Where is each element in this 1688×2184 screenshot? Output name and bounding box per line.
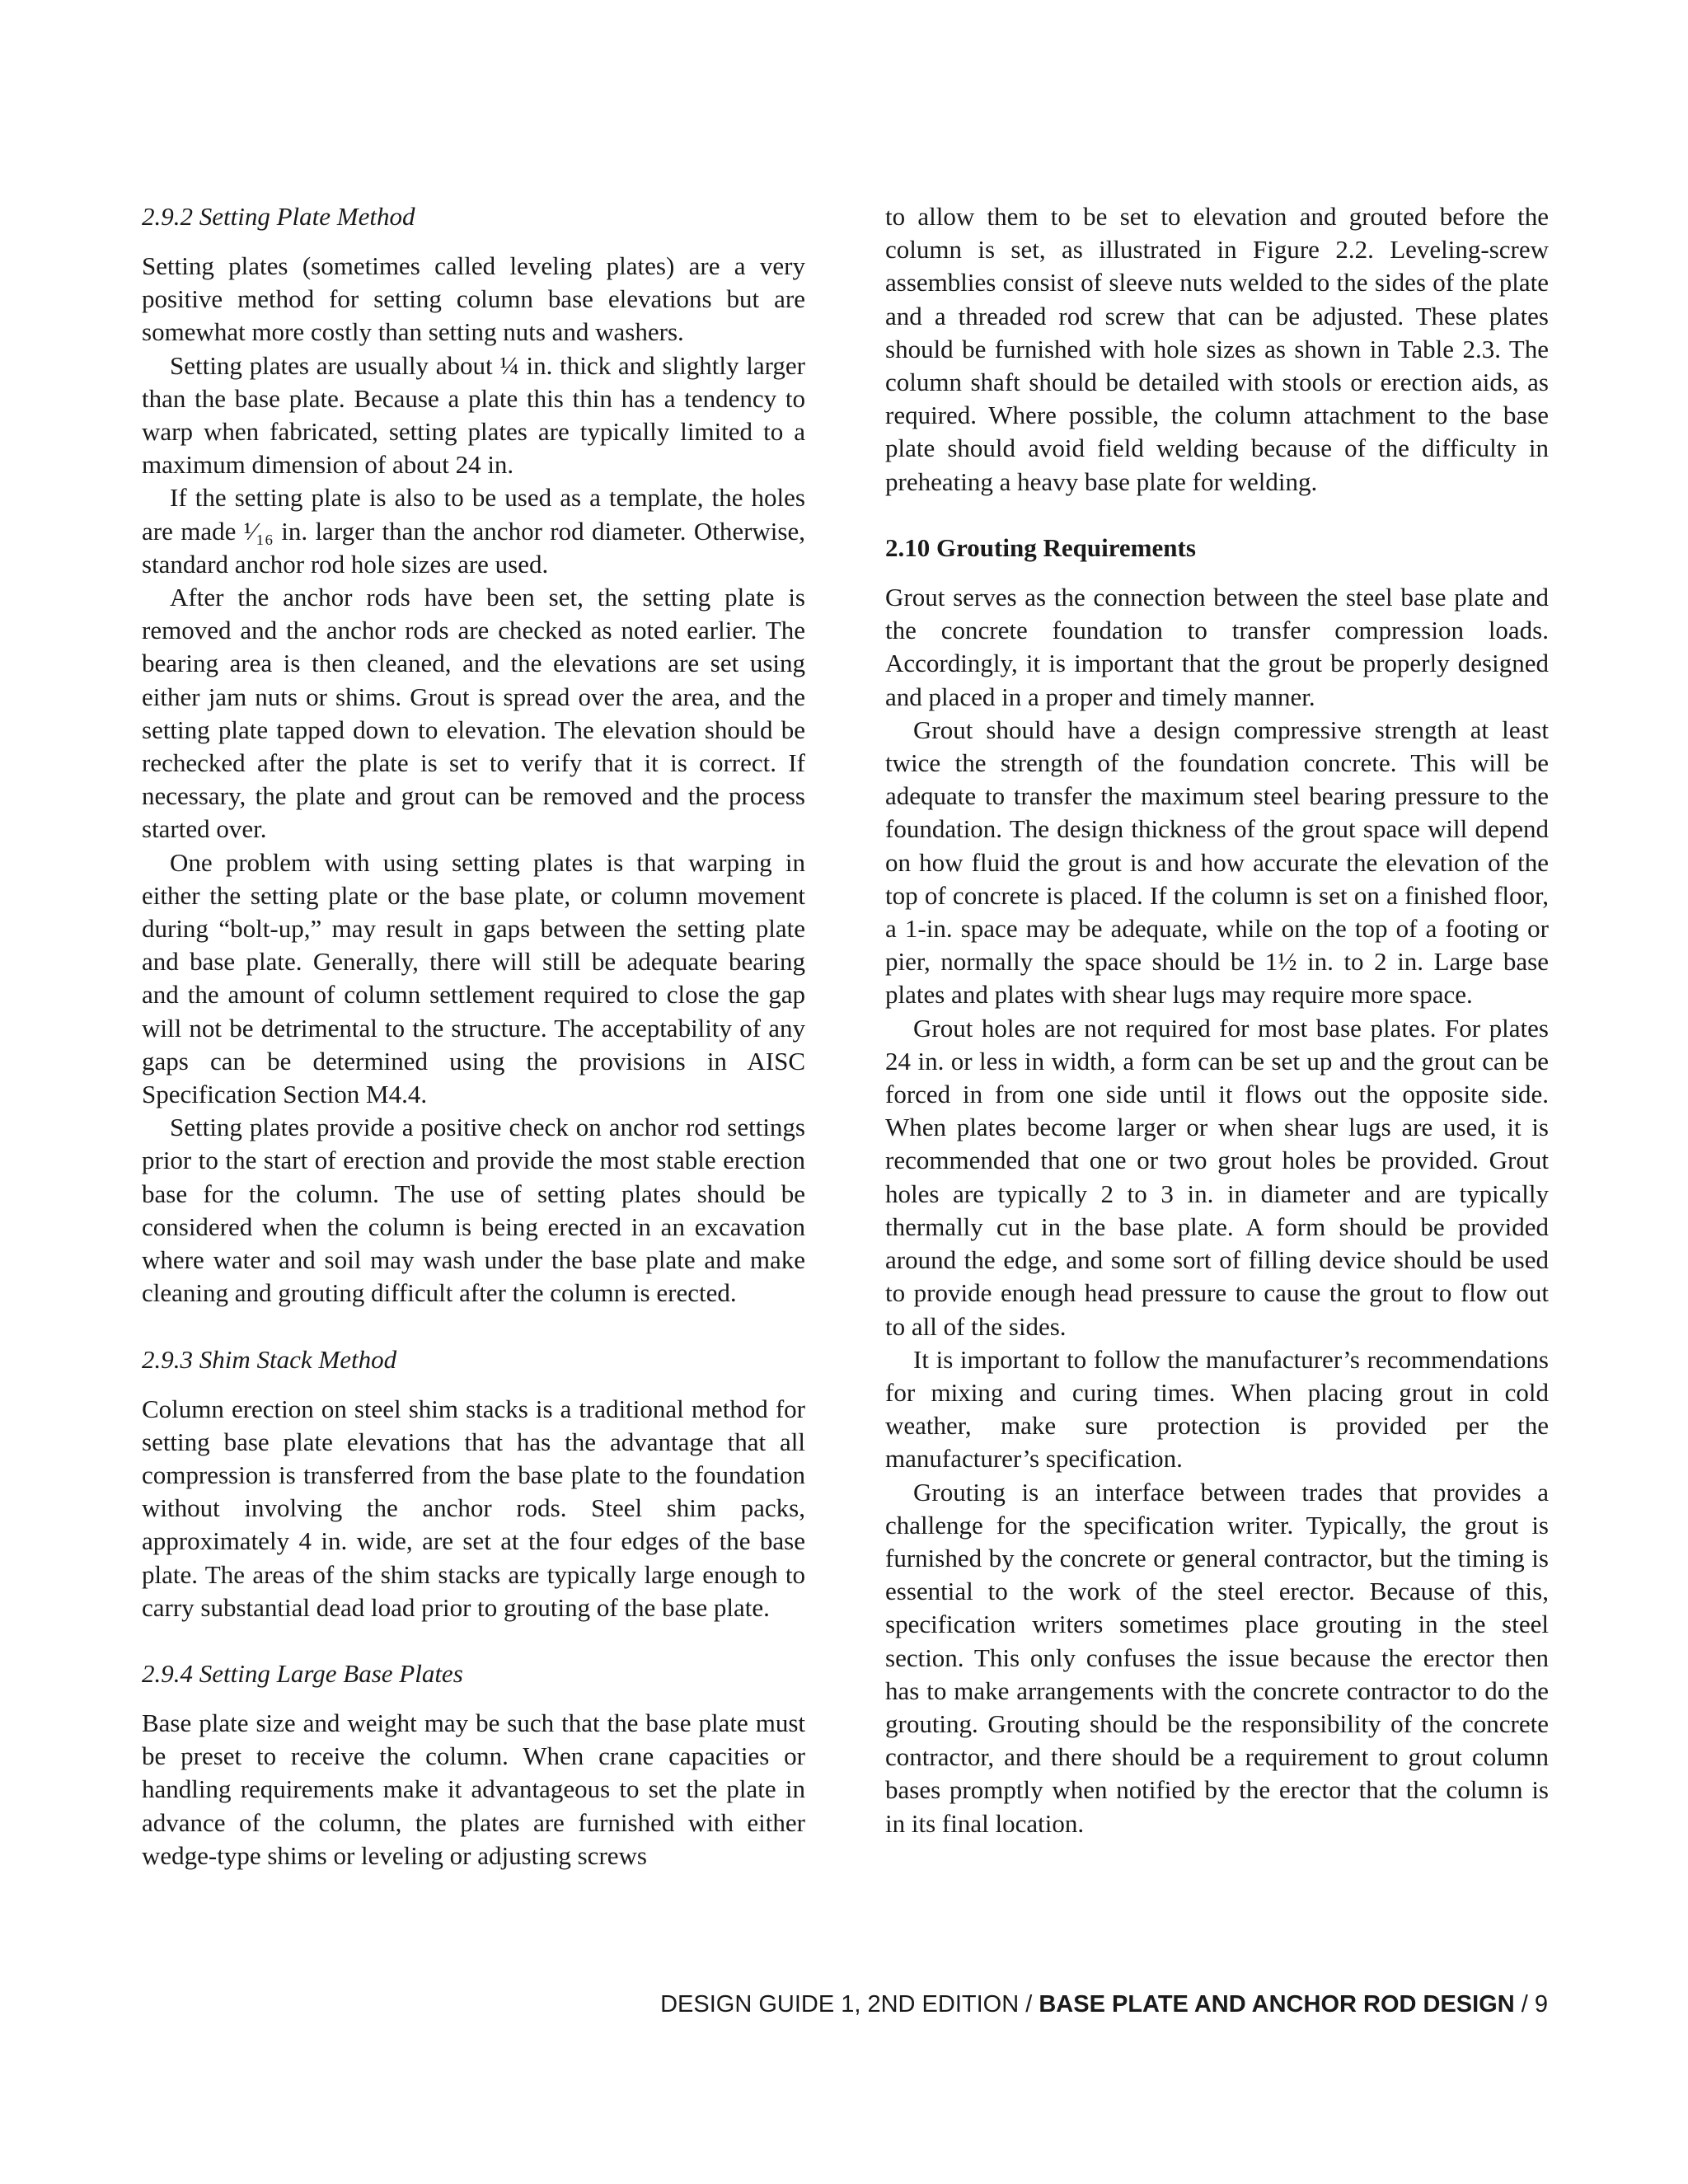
section-heading-2-9-2: 2.9.2 Setting Plate Method [142, 202, 415, 231]
paragraph: Setting plates are usually about ¼ in. thick and slightly larger than the base plate. Because a plate this thin has a tendency to warp when fabricated, setting plates are typically limited to a maximum dimension of about 24 in. [142, 350, 805, 480]
paragraph: After the anchor rods have been set, the setting plate is removed and the anchor rods are checked as noted earlier. The bearing area is then cleaned, and the elevations are set using either jam nuts or shims. Grout is spread over the area, and the setting plate tapped down to elevation. The elevation should be rechecked after the plate is set to verify that it is correct. If necessary, the plate and grout can be removed and the process started over. [142, 583, 805, 844]
section-heading-2-9-3: 2.9.3 Shim Stack Method [142, 1344, 397, 1374]
paragraph-continued: to allow them to be set to elevation and grouted before the column is set, as illustrated in Figure 2.2. Leveling-screw assemblies consist of sleeve nuts welded to the sides of the plate and a threaded rod screw that can be adjusted. These plates should be furnished with hole sizes as shown in Table 2.3. The column shaft should be detailed with stools or erection aids, as required. Where possible, the column attachment to the base plate should avoid field welding because of the difficulty in preheating a heavy base plate for welding. [885, 202, 1549, 496]
paragraph: One problem with using setting plates is that warping in either the setting plate or the base plate, or column movement during “bolt-up,” may result in gaps between the setting plate and base plate. Generally, there will still be adequate bearing and the amount of column settlement required to close the gap will not be detrimental to the structure. The acceptability of any gaps can be determined using the provisions in AISC Specification Section M4.4. [142, 847, 805, 1109]
left-column [142, 200, 805, 1872]
section-heading-2-10: 2.10 Grouting Requirements [885, 532, 1196, 562]
paragraph: Column erection on steel shim stacks is a traditional method for setting base plate elevations that has the advantage that all compression is transferred from the base plate to the foundation without involving the anchor rods. Steel shim packs, approximately 4 in. wide, are set at the four edges of the base plate. The areas of the shim stacks are typically large enough to carry substantial dead load prior to grouting of the base plate. [142, 1394, 805, 1622]
paragraph: Grout serves as the connection between the steel base plate and the concrete foundation to transfer compression loads. Accordingly, it is important that the grout be properly designed and placed in a proper and timely manner. [885, 583, 1549, 711]
paragraph: It is important to follow the manufacturer’s recommendations for mixing and curing times. When placing grout in cold weather, make sure protection is provided per the manufacturer’s specification. [885, 1344, 1549, 1474]
section-heading-2-9-4: 2.9.4 Setting Large Base Plates [142, 1658, 463, 1688]
paragraph: If the setting plate is also to be used as a template, the holes are made ¹⁄₁₆ in. larger than the anchor rod diameter. Otherwise, standard anchor rod hole sizes are used. [142, 483, 805, 579]
footer-page-number: / 9 [1514, 1991, 1548, 2018]
paragraph: Setting plates provide a positive check on anchor rod settings prior to the start of erection and provide the most stable erection base for the column. The use of setting plates should be considered when the column is being erected in an excavation where water and soil may wash under the base plate and make cleaning and grouting difficult after the column is erected. [142, 1113, 805, 1308]
footer-prefix: DESIGN GUIDE 1, 2ND EDITION / [660, 1991, 1039, 2018]
right-column [885, 200, 1549, 1840]
page-footer [660, 1991, 1548, 2018]
footer-title: BASE PLATE AND ANCHOR ROD DESIGN [1039, 1991, 1515, 2018]
paragraph: Base plate size and weight may be such that the base plate must be preset to receive the column. When crane capacities or handling requirements make it advantageous to set the plate in advance of the column, the plates are furnished with either wedge-type shims or leveling or adjusting screws [142, 1708, 805, 1870]
paragraph: Grouting is an interface between trades that provides a challenge for the specification writer. Typically, the grout is furnished by the concrete or general contractor, but the timing is essential to the work of the steel erector. Because of this, specification writers sometimes place grouting in the steel section. This only confuses the issue because the erector then has to make arrangements with the concrete contractor to do the grouting. Grouting should be the responsibility of the concrete contractor, and there should be a requirement to grout column bases promptly when notified by the erector that the column is in its final location. [885, 1477, 1549, 1838]
paragraph: Grout holes are not required for most base plates. For plates 24 in. or less in width, a form can be set up and the grout can be forced in from one side until it flows out the opposite side. When plates become larger or when shear lugs are used, it is recommended that one or two grout holes be provided. Grout holes are typically 2 to 3 in. in diameter and are typically thermally cut in the base plate. A form should be provided around the edge, and some sort of filling device should be used to provide enough head pressure to cause the grout to flow out to all of the sides. [885, 1013, 1549, 1341]
paragraph: Grout should have a design compressive strength at least twice the strength of the foundation concrete. This will be adequate to transfer the maximum steel bearing pressure to the foundation. The design thickness of the grout space will depend on how fluid the grout is and how accurate the elevation of the top of concrete is placed. If the column is set on a finished floor, a 1-in. space may be adequate, while on the top of a footing or pier, normally the space should be 1½ in. to 2 in. Large base plates and plates with shear lugs may require more space. [885, 715, 1549, 1010]
paragraph: Setting plates (sometimes called leveling plates) are a very positive method for setting column base elevations but are somewhat more costly than setting nuts and washers. [142, 251, 805, 347]
